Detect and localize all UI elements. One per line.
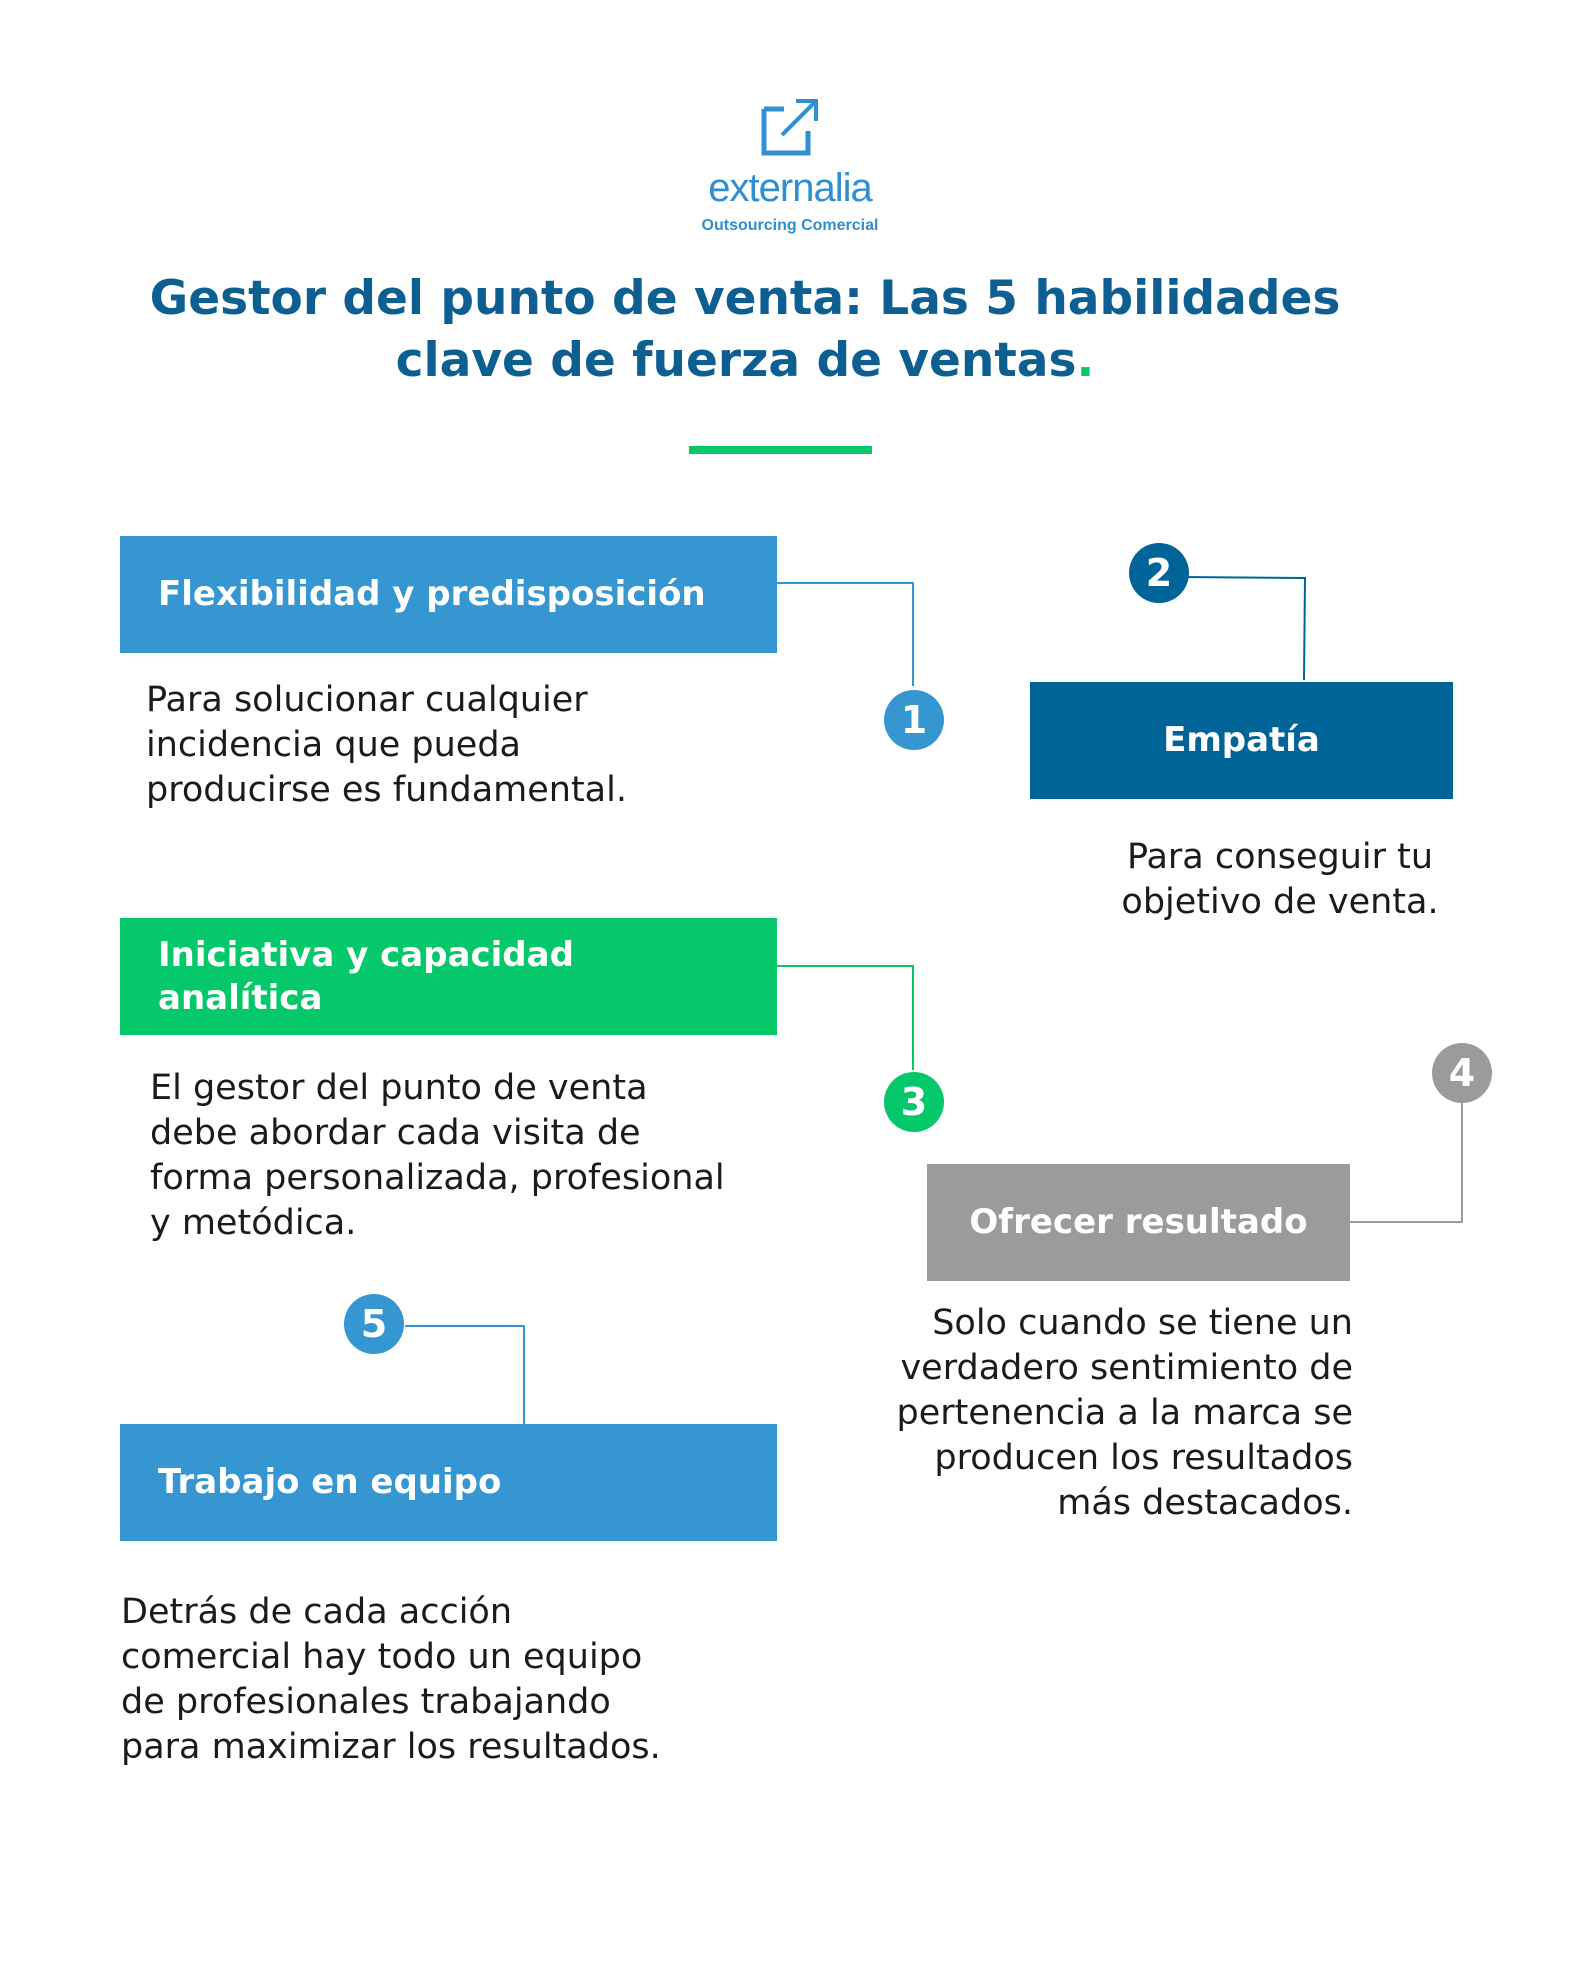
skill-5-number-badge: 5 <box>344 1294 404 1354</box>
title-line-1: Gestor del punto de venta: Las 5 habilidades <box>149 271 1341 326</box>
skill-2-box <box>1030 682 1453 799</box>
skill-4-box <box>927 1164 1350 1281</box>
skill-1-box <box>120 536 777 653</box>
skill-2-description: Para conseguir tu objetivo de venta. <box>1121 837 1439 922</box>
skill-1-title: Flexibilidad y predisposición <box>158 574 706 614</box>
title-dot: . <box>1076 333 1095 388</box>
skill-2-number-badge: 2 <box>1129 543 1189 603</box>
skill-3-title: Iniciativa y capacidad analítica <box>158 934 574 1018</box>
skill-4-number-badge: 4 <box>1432 1043 1492 1103</box>
connector-2 <box>1182 577 1305 680</box>
page-title <box>90 268 1400 392</box>
skill-3-number-badge: 3 <box>884 1072 944 1132</box>
title-line-2 <box>90 330 1400 392</box>
logo-name: externalia <box>708 166 872 210</box>
skill-4-description: Solo cuando se tiene un verdadero sentimiento de pertenencia a la marca se producen los resultados más destacados. <box>896 1303 1353 1523</box>
connector-3 <box>777 966 913 1070</box>
skill-5-title: Trabajo en equipo <box>158 1462 502 1502</box>
title-line-2-text: clave de fuerza de ventas <box>395 333 1077 388</box>
skill-3-description: El gestor del punto de venta debe abordar cada visita de forma personalizada, profesional y metódica. <box>150 1068 725 1243</box>
logo <box>600 95 980 235</box>
skill-5-box <box>120 1424 777 1541</box>
skill-1-number-badge: 1 <box>884 690 944 750</box>
connector-1 <box>777 583 913 686</box>
skill-3-box <box>120 918 777 1035</box>
connector-4 <box>1349 1097 1462 1222</box>
connector-5 <box>405 1326 524 1426</box>
title-divider <box>689 446 872 454</box>
external-arrow-icon <box>758 95 822 159</box>
skill-2-title: Empatía <box>1163 720 1320 760</box>
skill-1-description: Para solucionar cualquier incidencia que pueda producirse es fundamental. <box>146 680 627 810</box>
skill-4-title: Ofrecer resultado <box>969 1202 1308 1242</box>
logo-subtitle: Outsourcing Comercial <box>701 217 879 234</box>
skill-5-description: Detrás de cada acción comercial hay todo un equipo de profesionales trabajando para maximizar los resultados. <box>121 1592 661 1767</box>
